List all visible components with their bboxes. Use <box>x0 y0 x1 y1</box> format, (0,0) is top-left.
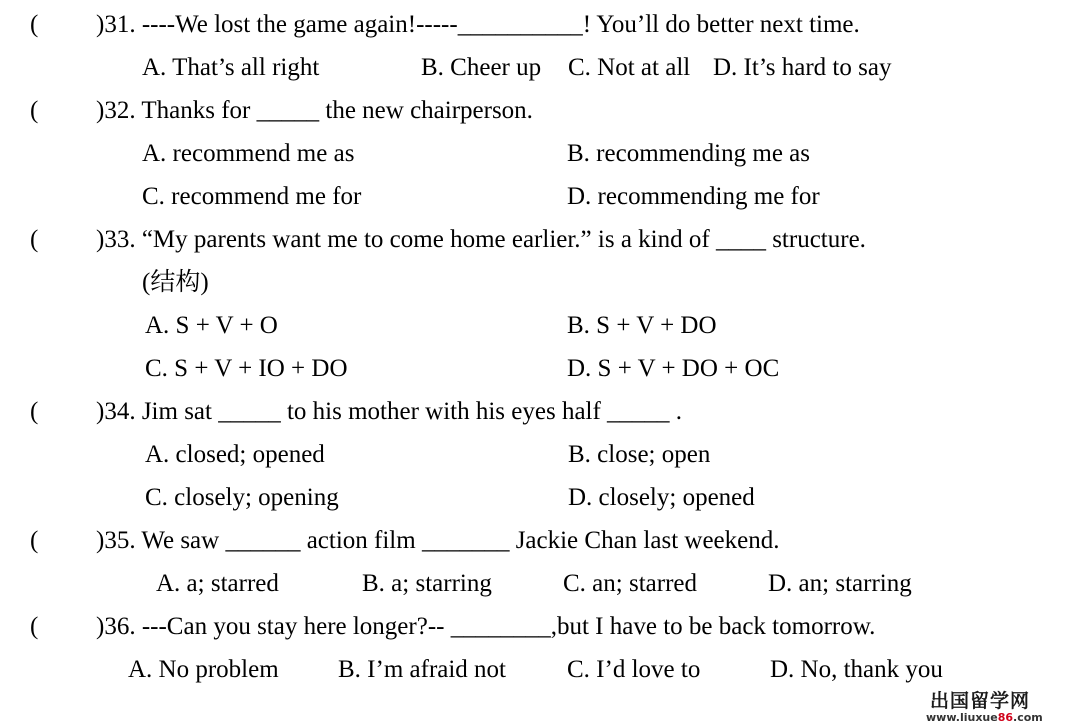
q35-option-c: C. an; starred <box>563 570 697 597</box>
watermark-url-prefix: www.liuxue <box>926 711 998 724</box>
q32-option-a: A. recommend me as <box>142 140 355 167</box>
q33-option-d: D. S + V + DO + OC <box>567 355 780 382</box>
q36-option-b: B. I’m afraid not <box>338 656 507 683</box>
q32-stem: )32. Thanks for _____ the new chairperson. <box>96 97 533 124</box>
q34-stem: )34. Jim sat _____ to his mother with his eyes half _____ . <box>96 398 683 425</box>
q31-option-c: C. Not at all <box>568 54 691 81</box>
q33-option-a: A. S + V + O <box>145 312 278 339</box>
watermark-url <box>926 711 1043 724</box>
q33-option-c: C. S + V + IO + DO <box>145 355 348 382</box>
q31-stem: )31. ----We lost the game again!-----__________! You’ll do better next time. <box>96 11 860 38</box>
q33-paren: ( <box>30 226 39 253</box>
q36-option-d: D. No, thank you <box>770 656 943 683</box>
q32-option-d: D. recommending me for <box>567 183 820 210</box>
q33-stem: )33. “My parents want me to come home earlier.” is a kind of ____ structure. <box>96 226 866 253</box>
q35-option-d: D. an; starring <box>768 570 912 597</box>
q31-paren: ( <box>30 11 39 38</box>
q36-option-c: C. I’d love to <box>567 656 701 683</box>
q33-stem-note: (结构) <box>142 269 209 296</box>
q35-option-a: A. a; starred <box>156 570 279 597</box>
q31-option-d: D. It’s hard to say <box>713 54 892 81</box>
q36-paren: ( <box>30 613 39 640</box>
q34-option-c: C. closely; opening <box>145 484 339 511</box>
q32-option-b: B. recommending me as <box>567 140 810 167</box>
q32-paren: ( <box>30 97 39 124</box>
q35-option-b: B. a; starring <box>362 570 492 597</box>
watermark-title: 出国留学网 <box>930 690 1031 712</box>
q36-stem: )36. ---Can you stay here longer?-- ________,but I have to be back tomorrow. <box>96 613 876 640</box>
watermark-url-suffix: .com <box>1013 711 1043 724</box>
q35-paren: ( <box>30 527 39 554</box>
q36-option-a: A. No problem <box>128 656 279 683</box>
q33-option-b: B. S + V + DO <box>567 312 717 339</box>
q34-paren: ( <box>30 398 39 425</box>
q32-option-c: C. recommend me for <box>142 183 362 210</box>
q34-option-a: A. closed; opened <box>145 441 325 468</box>
q34-option-b: B. close; open <box>568 441 711 468</box>
q31-option-b: B. Cheer up <box>421 54 542 81</box>
q35-stem: )35. We saw ______ action film _______ Jackie Chan last weekend. <box>96 527 780 554</box>
q34-option-d: D. closely; opened <box>568 484 755 511</box>
watermark-url-highlight: 86 <box>997 711 1014 724</box>
q31-option-a: A. That’s all right <box>142 54 320 81</box>
